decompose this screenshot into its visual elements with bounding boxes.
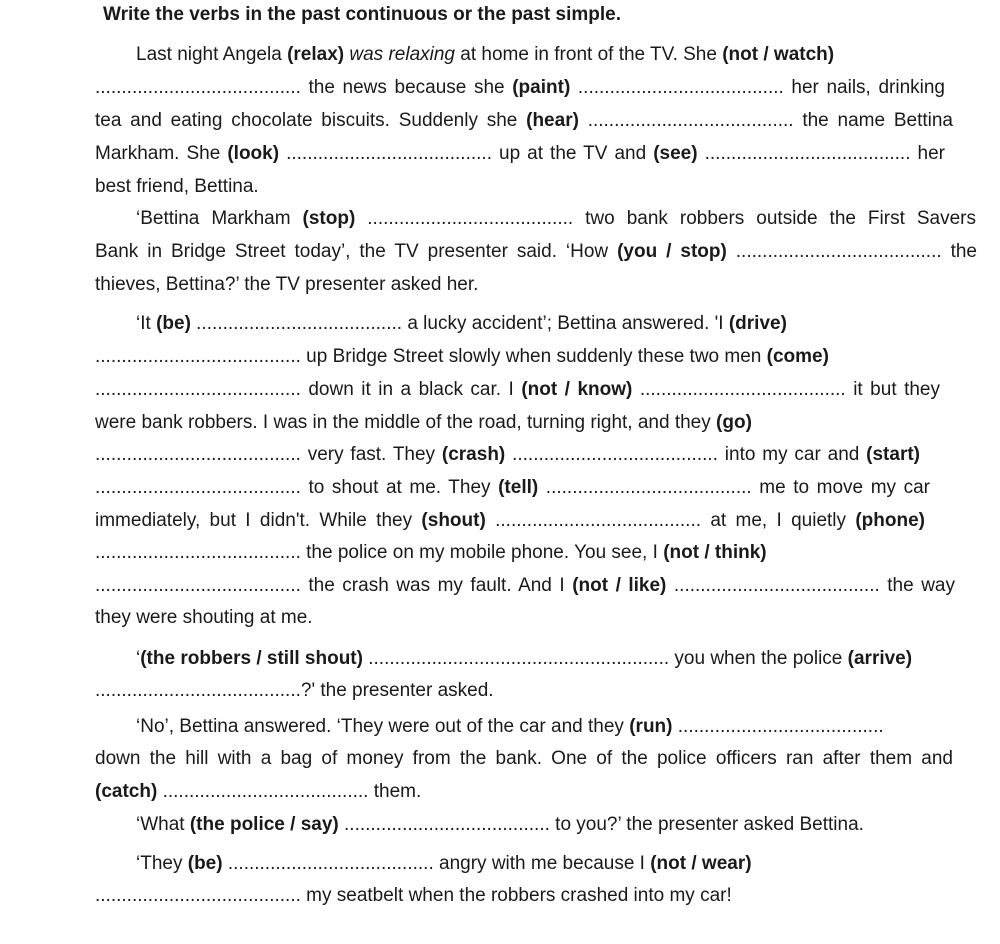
text-segment: ......................................................... you when the police: [362, 648, 848, 669]
text-segment: ....................................... down it in a black car. I: [95, 379, 522, 400]
text-segment: ....................................... the crash was my fault. And I: [95, 575, 573, 596]
text-line: [95, 509, 925, 533]
text-line: [95, 780, 421, 804]
text-line: [95, 142, 945, 166]
verb-prompt: (not / wear): [650, 853, 752, 874]
verb-prompt: (phone): [855, 510, 925, 531]
text-line: [95, 76, 945, 100]
text-segment: ....................................... the police on my mobile phone. You see, I: [95, 542, 664, 563]
worksheet-title: Write the verbs in the past continuous or the past simple.: [103, 4, 622, 25]
text-segment: ‘: [136, 648, 141, 669]
text-segment: ....................................... the way: [666, 575, 955, 596]
text-segment: Last night Angela: [136, 44, 288, 65]
text-line: [95, 443, 920, 467]
verb-prompt: (you / stop): [617, 241, 727, 262]
text-line: [95, 747, 953, 771]
example-answer: was relaxing: [349, 44, 455, 65]
text-line: [95, 606, 313, 630]
text-line: [136, 715, 884, 739]
text-segment: .......................................?' the presenter asked.: [95, 680, 494, 701]
text-line: [95, 411, 752, 435]
text-segment: ‘No’, Bettina answered. ‘They were out of the car and they: [136, 716, 630, 737]
verb-prompt: (look): [227, 143, 280, 164]
verb-prompt: (catch): [95, 781, 158, 802]
verb-prompt: (come): [766, 346, 829, 367]
text-line: [95, 884, 732, 908]
text-segment: ....................................... the: [726, 241, 977, 262]
text-line: [136, 647, 912, 671]
text-segment: ‘They: [136, 853, 188, 874]
verb-prompt: (see): [653, 143, 698, 164]
text-line: [95, 240, 977, 264]
verb-prompt: (not / watch): [722, 44, 835, 65]
text-line: [136, 312, 787, 336]
verb-prompt: (crash): [441, 444, 506, 465]
text-segment: Bank in Bridge Street today’, the TV presenter said. ‘How: [95, 241, 618, 262]
verb-prompt: (the police / say): [189, 814, 339, 835]
verb-prompt: (shout): [421, 510, 486, 531]
text-segment: ....................................... me to move my car: [538, 477, 930, 498]
text-segment: ....................................... her nails, drinking: [570, 77, 945, 98]
verb-prompt: (hear): [526, 110, 579, 131]
text-segment: ....................................... my seatbelt when the robbers crashed into my car!: [95, 885, 732, 906]
text-line: [95, 378, 940, 402]
text-segment: ....................................... into my car and: [505, 444, 867, 465]
verb-prompt: (go): [716, 412, 752, 433]
verb-prompt: (relax): [287, 44, 345, 65]
verb-prompt: (tell): [498, 477, 539, 498]
text-segment: .......................................: [672, 716, 884, 737]
text-segment: Markham. She: [95, 143, 228, 164]
verb-prompt: (not / think): [663, 542, 767, 563]
text-segment: ‘It: [136, 313, 157, 334]
text-segment: ....................................... them.: [157, 781, 422, 802]
verb-prompt: (drive): [728, 313, 787, 334]
verb-prompt: (paint): [512, 77, 571, 98]
text-line: [95, 345, 829, 369]
text-segment: ....................................... the news because she: [95, 77, 513, 98]
text-line: [95, 574, 955, 598]
verb-prompt: (not / know): [521, 379, 633, 400]
text-line: [95, 273, 478, 297]
text-segment: best friend, Bettina.: [95, 176, 259, 197]
text-segment: ....................................... to shout at me. They: [95, 477, 499, 498]
text-line: [95, 175, 259, 199]
text-line: [95, 476, 930, 500]
text-line: [136, 813, 864, 837]
text-line: [95, 679, 494, 703]
text-segment: down the hill with a bag of money from the bank. One of the police officers ran after them and: [95, 748, 953, 769]
verb-prompt: (stop): [302, 208, 356, 229]
text-segment: ....................................... to you?’ the presenter asked Bettina.: [338, 814, 864, 835]
text-line: [95, 109, 953, 133]
text-segment: ....................................... her: [697, 143, 945, 164]
text-segment: ....................................... two bank robbers outside the First Savers: [355, 208, 976, 229]
text-segment: ....................................... the name Bettina: [578, 110, 953, 131]
text-segment: ....................................... up Bridge Street slowly when suddenly these two men: [95, 346, 767, 367]
text-segment: ....................................... a lucky accident’; Bettina answered. 'I: [190, 313, 729, 334]
verb-prompt: (be): [156, 313, 191, 334]
verb-prompt: (not / like): [572, 575, 667, 596]
text-segment: thieves, Bettina?’ the TV presenter asked her.: [95, 274, 479, 295]
verb-prompt: (run): [629, 716, 673, 737]
text-segment: immediately, but I didn't. While they: [95, 510, 422, 531]
text-segment: were bank robbers. I was in the middle of the road, turning right, and they: [95, 412, 717, 433]
text-line: [136, 852, 752, 876]
text-line: [136, 43, 834, 67]
text-segment: ....................................... it but they: [632, 379, 940, 400]
text-segment: ....................................... at me, I quietly: [485, 510, 856, 531]
verb-prompt: (start): [866, 444, 920, 465]
verb-prompt: (the robbers / still shout): [140, 648, 363, 669]
verb-prompt: (arrive): [847, 648, 913, 669]
text-segment: ....................................... angry with me because I: [222, 853, 651, 874]
text-segment: ‘Bettina Markham: [136, 208, 303, 229]
text-segment: ....................................... very fast. They: [95, 444, 442, 465]
text-segment: they were shouting at me.: [95, 607, 313, 628]
text-line: [95, 541, 767, 565]
text-segment: tea and eating chocolate biscuits. Suddenly she: [95, 110, 527, 131]
text-segment: at home in front of the TV. She: [455, 44, 723, 65]
text-segment: ‘What: [136, 814, 190, 835]
text-line: [136, 207, 976, 231]
verb-prompt: (be): [187, 853, 223, 874]
text-segment: ....................................... up at the TV and: [279, 143, 654, 164]
